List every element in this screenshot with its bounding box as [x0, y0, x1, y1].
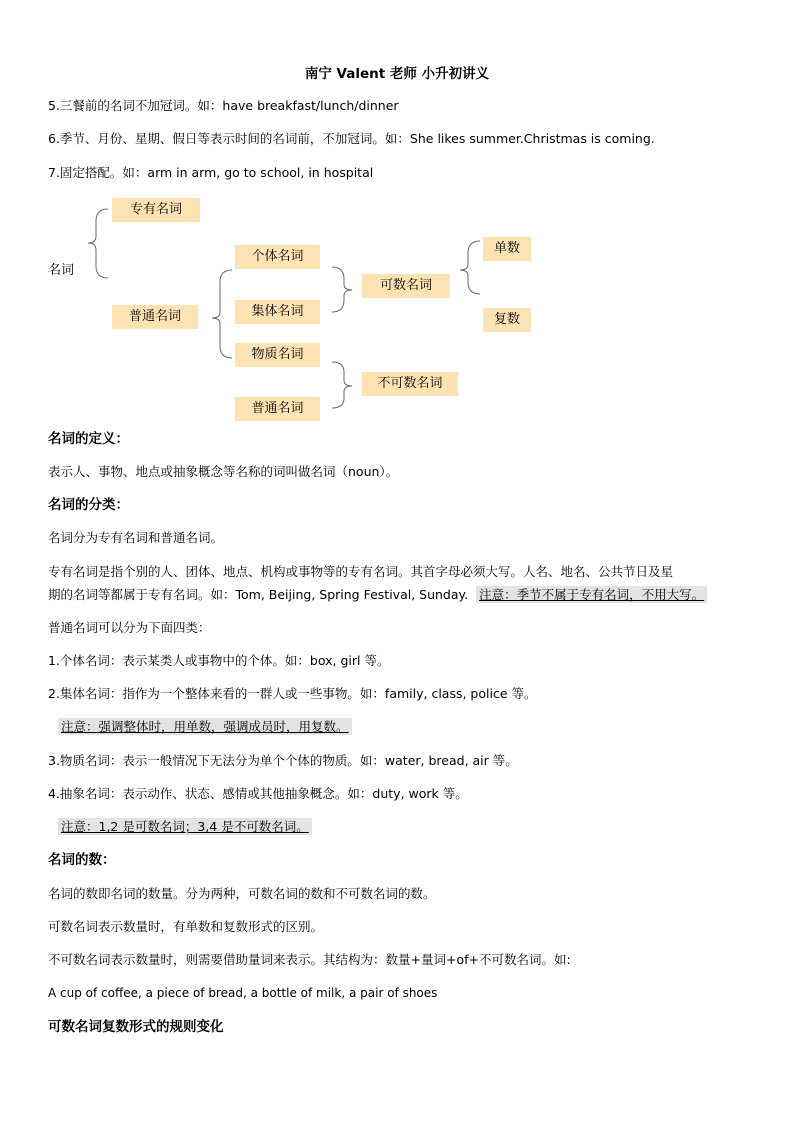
item-abstract: 4.抽象名词：表示动作、状态、感情或其他抽象概念。如：duty, work 等。 [48, 786, 468, 801]
item-individual: 1.个体名词：表示某类人或事物中的个体。如：box, girl 等。 [48, 653, 390, 668]
plural-rules-heading: 可数名词复数形式的规则变化 [48, 1019, 224, 1035]
number-heading: 名词的数： [48, 852, 116, 868]
number-examples: A cup of coffee, a piece of bread, a bottle of milk, a pair of shoes [48, 986, 438, 1000]
proper-noun-line-1: 专有名词是指个别的人、团体、地点、机构或事物等的专有名词。其首字母必须大写。人名、地名、公共节日及星 [48, 564, 674, 579]
box-proper-noun: 专有名词 [112, 198, 200, 222]
rule-7: 7.固定搭配。如：arm in arm, go to school, in hospital [48, 165, 374, 180]
box-abstract-noun: 普通名词 [235, 397, 320, 421]
common-noun-intro: 普通名词可以分为下面四类： [48, 620, 211, 635]
definition-heading: 名词的定义： [48, 431, 129, 447]
diagram-root-label: 名词 [48, 263, 75, 278]
proper-noun-line-2 [48, 587, 707, 603]
box-material-noun: 物质名词 [235, 343, 320, 367]
proper-noun-examples: 期的名词等都属于专有名词。如：Tom, Beijing, Spring Festival, Sunday. [48, 587, 469, 602]
number-line-1: 名词的数即名词的数量。分为两种，可数名词的数和不可数名词的数。 [48, 886, 436, 901]
note-collective: 注意：强调整体时，用单数，强调成员时，用复数。 [58, 718, 352, 735]
box-countable-noun: 可数名词 [362, 274, 450, 298]
rule-5: 5.三餐前的名词不加冠词。如：have breakfast/lunch/dinner [48, 98, 399, 113]
item-material: 3.物质名词：表示一般情况下无法分为单个个体的物质。如：water, bread, air 等。 [48, 753, 518, 768]
classification-intro: 名词分为专有名词和普通名词。 [48, 530, 224, 545]
box-plural: 复数 [483, 308, 531, 332]
note-collective-wrap [58, 719, 352, 735]
note-countable: 注意：1,2 是可数名词；3,4 是不可数名词。 [58, 818, 312, 835]
box-singular: 单数 [483, 237, 531, 261]
classification-heading: 名词的分类： [48, 497, 129, 513]
box-common-noun: 普通名词 [112, 305, 198, 329]
item-collective: 2.集体名词：指作为一个整体来看的一群人或一些事物。如：family, class, police 等。 [48, 686, 537, 701]
number-line-3: 不可数名词表示数量时，则需要借助量词来表示。其结构为：数量+量词+of+不可数名词。如: [48, 952, 571, 967]
page-title: 南宁 Valent 老师 小升初讲义 [304, 66, 490, 82]
number-line-2: 可数名词表示数量时，有单数和复数形式的区别。 [48, 919, 324, 934]
box-individual-noun: 个体名词 [235, 245, 320, 269]
box-collective-noun: 集体名词 [235, 300, 320, 324]
definition-text: 表示人、事物、地点或抽象概念等名称的词叫做名词（noun）。 [48, 464, 399, 479]
proper-noun-note: 注意：季节不属于专有名词，不用大写。 [476, 586, 707, 603]
rule-6: 6.季节、月份、星期、假日等表示时间的名词前，不加冠词。如：She likes summer.Christmas is coming. [48, 131, 655, 146]
box-uncountable-noun: 不可数名词 [362, 372, 458, 396]
note-countable-wrap [58, 819, 312, 835]
